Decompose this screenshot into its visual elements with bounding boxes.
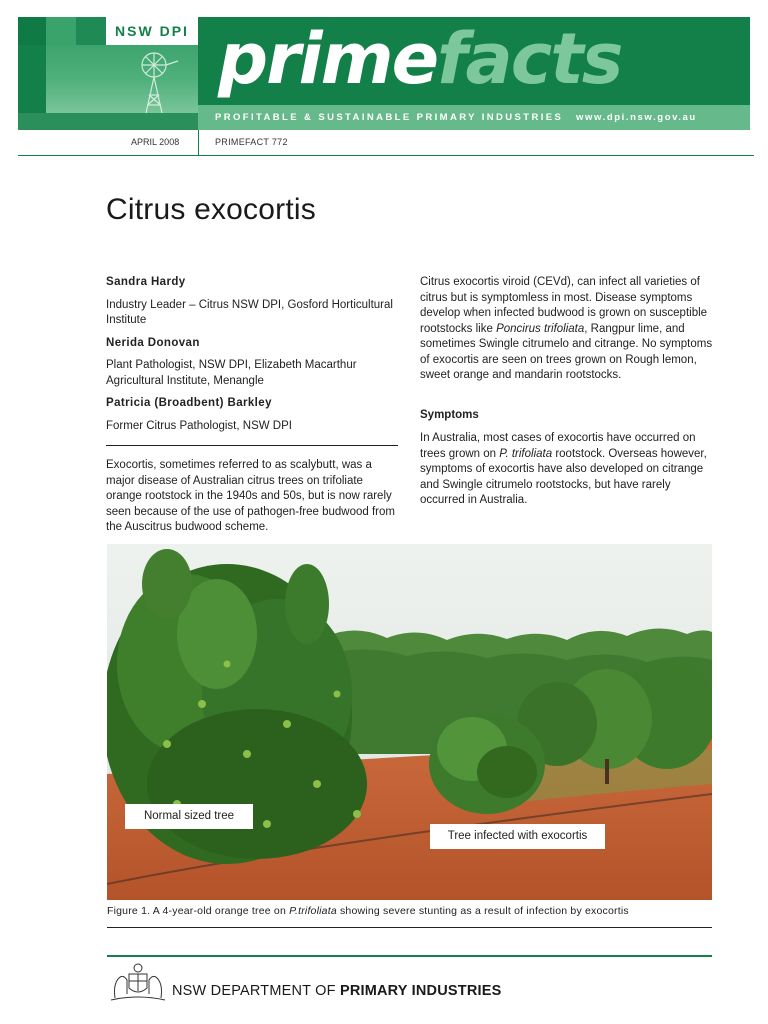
author-affiliation: Plant Pathologist, NSW DPI, Elizabeth Macarthur Agricultural Institute, Menangle xyxy=(106,359,357,387)
paragraph-text: rootstock. Overseas however, symptoms of exocortis have also developed on citrange and Swingle citrumelo rootstocks, but have rarely occurred in Australia. xyxy=(420,447,707,506)
coat-of-arms-icon xyxy=(107,960,169,1002)
authors-divider xyxy=(106,445,398,446)
author-name: Patricia (Broadbent) Barkley xyxy=(106,397,272,409)
caption-text: showing severe stunting as a result of infection by exocortis xyxy=(336,905,629,917)
species-name: Poncirus trifoliata xyxy=(496,322,585,335)
publication-date: APRIL 2008 xyxy=(131,137,180,147)
author-affiliation: Industry Leader – Citrus NSW DPI, Gosford Horticultural Institute xyxy=(106,298,393,326)
caption-divider xyxy=(107,927,712,928)
intro-paragraph: Exocortis, sometimes referred to as scalybutt, was a major disease of Australian citrus trees on trifoliate orange rootstock in the 1940s and 50s, but is now rarely seen because of the use of pathogen-free budwood from the Auscitrus budwood scheme. xyxy=(106,459,395,533)
right-column xyxy=(420,275,716,509)
paragraph-text: , Rangpur lime, and sometimes Swingle citrumelo and citrange. No symptoms of exocortis are seen on trees grown on Rough lemon, sweet orange and mandarin rootstocks. xyxy=(420,322,713,381)
masthead-title-band xyxy=(198,17,750,105)
dateline-divider xyxy=(198,130,199,156)
tagline: PROFITABLE & SUSTAINABLE PRIMARY INDUSTRIES xyxy=(215,112,564,123)
author-block xyxy=(106,396,398,434)
author-block xyxy=(106,336,398,390)
author-name: Sandra Hardy xyxy=(106,276,186,288)
label-infected-tree: Tree infected with exocortis xyxy=(430,824,605,849)
department-prefix: NSW DEPARTMENT OF xyxy=(172,983,340,999)
figure-caption xyxy=(107,905,712,917)
cevd-paragraph xyxy=(420,275,716,384)
species-name: P. trifoliata xyxy=(499,447,553,460)
paragraph-text: Citrus exocortis viroid (CEVd), can infect all varieties of citrus but is symptomless in most. Disease symptoms develop when infected budwood is grown on susceptible rootstocks like xyxy=(420,276,708,335)
footer-divider xyxy=(107,955,712,957)
label-normal-tree: Normal sized tree xyxy=(125,804,253,829)
symptoms-paragraph xyxy=(420,431,716,509)
species-name: P.trifoliata xyxy=(289,905,337,917)
tagline-band xyxy=(198,105,750,130)
paragraph-text: In Australia, most cases of exocortis have occurred on trees grown on xyxy=(420,432,696,460)
org-badge: NSW DPI xyxy=(106,17,198,45)
website-url[interactable]: www.dpi.nsw.gov.au xyxy=(576,112,697,123)
series-number: PRIMEFACT 772 xyxy=(215,137,288,147)
caption-text: Figure 1. A 4-year-old orange tree on xyxy=(107,905,290,917)
windmill-icon xyxy=(138,51,182,115)
section-heading-symptoms: Symptoms xyxy=(420,408,479,421)
department-name xyxy=(172,983,501,999)
orchard-illustration xyxy=(107,544,712,900)
title-prime: prime xyxy=(218,18,438,100)
dateline xyxy=(18,130,754,156)
left-column xyxy=(106,275,398,536)
author-block xyxy=(106,275,398,329)
page-title: Citrus exocortis xyxy=(106,193,316,226)
author-affiliation: Former Citrus Pathologist, NSW DPI xyxy=(106,419,292,432)
title-facts: facts xyxy=(437,18,622,100)
department-emphasis: PRIMARY INDUSTRIES xyxy=(339,983,502,999)
author-name: Nerida Donovan xyxy=(106,336,200,349)
orchard-photo xyxy=(107,544,712,900)
publication-title xyxy=(218,19,621,99)
masthead xyxy=(18,17,750,130)
